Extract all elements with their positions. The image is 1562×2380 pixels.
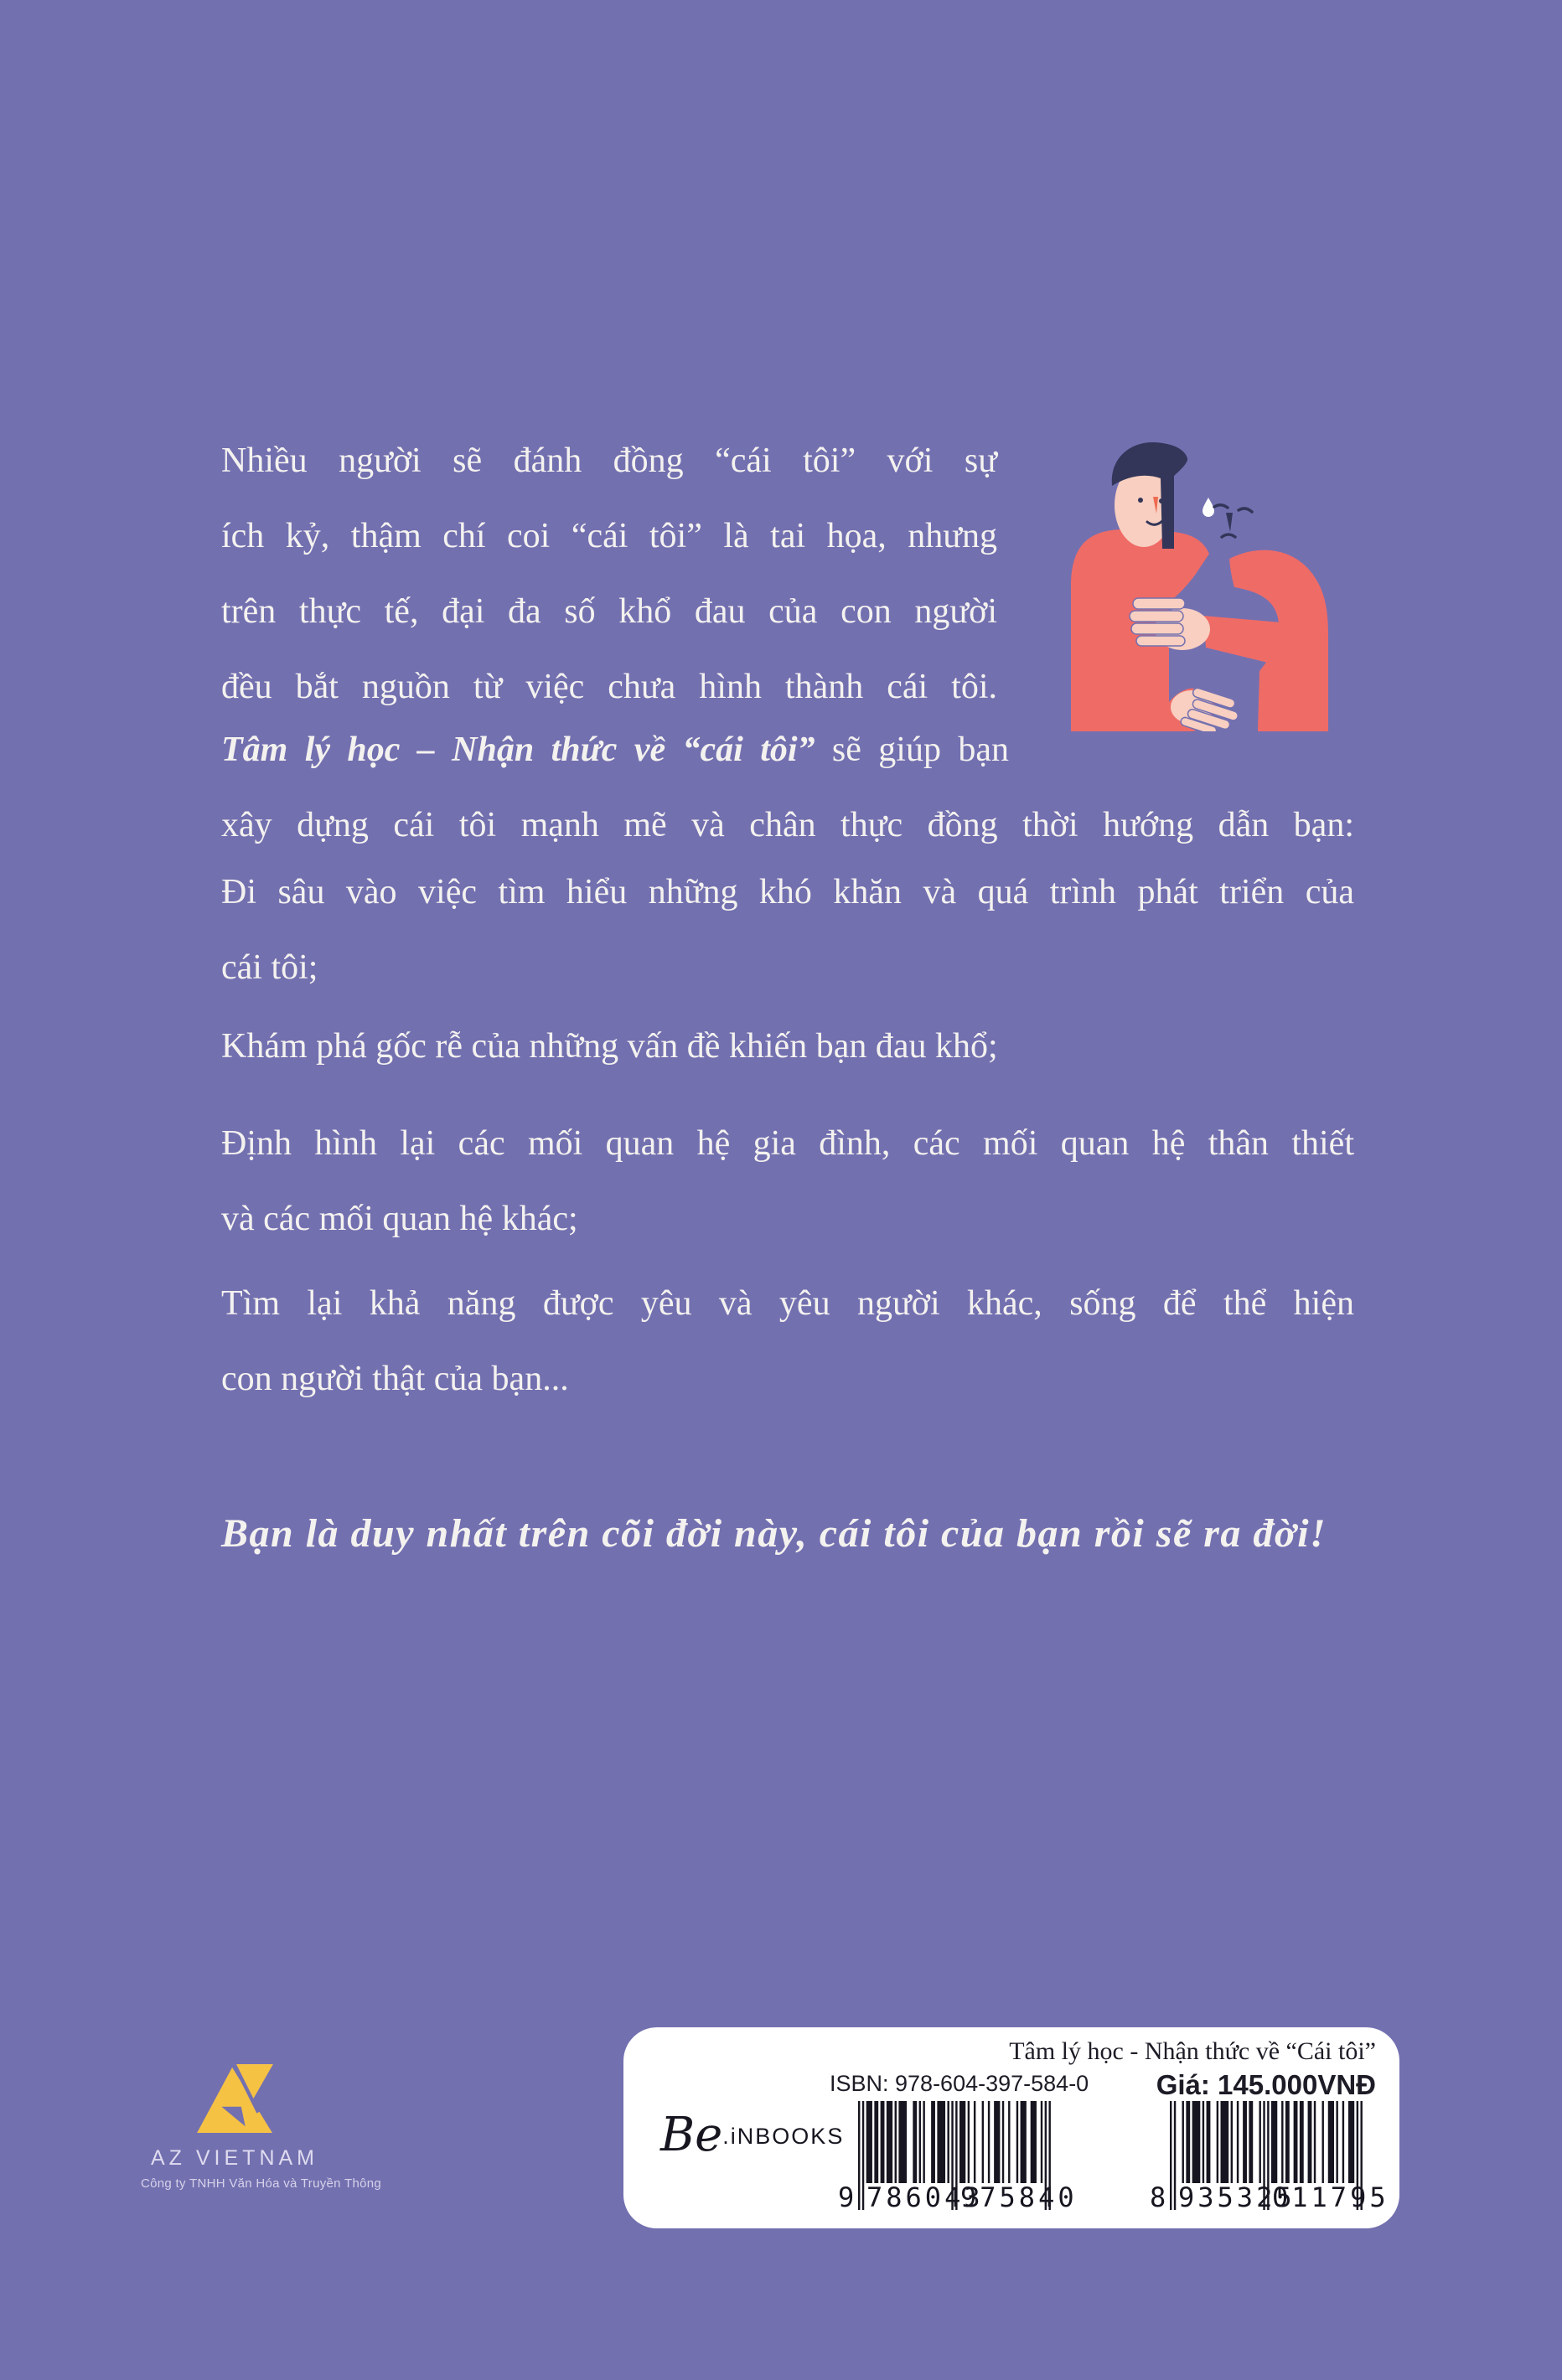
sad-mouth bbox=[1222, 534, 1235, 537]
ean-barcode bbox=[1150, 2101, 1389, 2215]
isbn-label: ISBN: 978-604-397-584-0 bbox=[830, 2071, 1089, 2096]
publisher-subtitle: Công ty TNHH Văn Hóa và Truyền Thông bbox=[141, 2176, 382, 2191]
man-figure bbox=[1071, 442, 1328, 731]
barcode-lead-digit: 8 bbox=[1150, 2181, 1166, 2213]
blurb-paragraph-2 bbox=[221, 712, 1354, 863]
blurb-line: con người thật của bạn... bbox=[221, 1360, 569, 1398]
blurb-line: cái tôi; bbox=[221, 948, 318, 987]
ean-barcode-digits bbox=[1150, 2181, 1389, 2215]
panel-book-title: Tâm lý học - Nhận thức về “Cái tôi” bbox=[1009, 2037, 1376, 2065]
barcode-lead-digit: 9 bbox=[838, 2181, 855, 2213]
beinbooks-rest: .iNBOOKS bbox=[722, 2124, 845, 2149]
barcode-group2: 011795 bbox=[1272, 2181, 1389, 2213]
blurb-bullet-1 bbox=[221, 854, 1354, 1005]
blurb-bullet-3 bbox=[221, 1106, 1354, 1257]
invisible-sad-face bbox=[1203, 498, 1252, 537]
sad-eye-right bbox=[1239, 509, 1252, 512]
eye-left bbox=[1138, 498, 1143, 503]
az-triangle-icon bbox=[194, 2064, 276, 2135]
price-label: Giá: 145.000VNĐ bbox=[1156, 2069, 1376, 2100]
isbn-barcode bbox=[838, 2101, 1078, 2215]
blurb-line: trên thực tế, đại đa số khổ đau của con người bbox=[221, 592, 997, 631]
blurb-line: Khám phá gốc rễ của những vấn đề khiến bạn đau khổ; bbox=[221, 1027, 998, 1066]
blurb-line: Định hình lại các mối quan hệ gia đình, các mối quan hệ thân thiết bbox=[221, 1124, 1354, 1163]
sad-nose bbox=[1226, 513, 1233, 532]
publisher-name: AZ VIETNAM bbox=[150, 2146, 318, 2170]
barcode-group1: 786043 bbox=[866, 2181, 984, 2213]
blurb-bullet-4 bbox=[221, 1266, 1354, 1417]
eye-right bbox=[1159, 498, 1164, 503]
barcode-group2: 975840 bbox=[960, 2181, 1078, 2213]
beinbooks-script: Be bbox=[660, 2108, 723, 2162]
upper-hand-fingers bbox=[1130, 598, 1185, 646]
blurb-line: Nhiều người sẽ đánh đồng “cái tôi” với sự bbox=[221, 441, 997, 480]
blurb-line: ích kỷ, thậm chí coi “cái tôi” là tai họa, nhưng bbox=[221, 517, 997, 555]
publisher-logo bbox=[141, 2064, 382, 2191]
tagline: Bạn là duy nhất trên cõi đời này, cái tôi của bạn rồi sẽ ra đời! bbox=[221, 1511, 1327, 1556]
blurb-line-rest: sẽ giúp bạn bbox=[815, 731, 1010, 769]
blurb-paragraph-1 bbox=[221, 423, 997, 725]
blurb-bullet-2 bbox=[221, 1009, 1354, 1084]
sad-eye-left bbox=[1214, 505, 1228, 508]
blurb-line: Đi sâu vào việc tìm hiểu những khó khăn và quá trình phát triển của bbox=[221, 873, 1354, 911]
book-title-inline: Tâm lý học – Nhận thức về “cái tôi” bbox=[221, 731, 815, 769]
beinbooks-logo bbox=[660, 2108, 844, 2162]
upper-sleeve bbox=[1203, 616, 1281, 663]
isbn-barcode-digits bbox=[838, 2181, 1078, 2215]
blurb-line: và các mối quan hệ khác; bbox=[221, 1200, 578, 1238]
blurb-line: xây dựng cái tôi mạnh mẽ và chân thực đồng thời hướng dẫn bạn: bbox=[221, 806, 1354, 844]
blurb-line bbox=[221, 712, 1009, 787]
blurb-line: Tìm lại khả năng được yêu và yêu người khác, sống để thể hiện bbox=[221, 1284, 1354, 1323]
tear-drop bbox=[1203, 498, 1214, 517]
barcode-group1: 935325 bbox=[1178, 2181, 1296, 2213]
barcode-panel bbox=[623, 2027, 1399, 2228]
hug-illustration bbox=[1064, 426, 1399, 731]
blurb-line: đều bắt nguồn từ việc chưa hình thành cái tôi. bbox=[221, 668, 997, 706]
